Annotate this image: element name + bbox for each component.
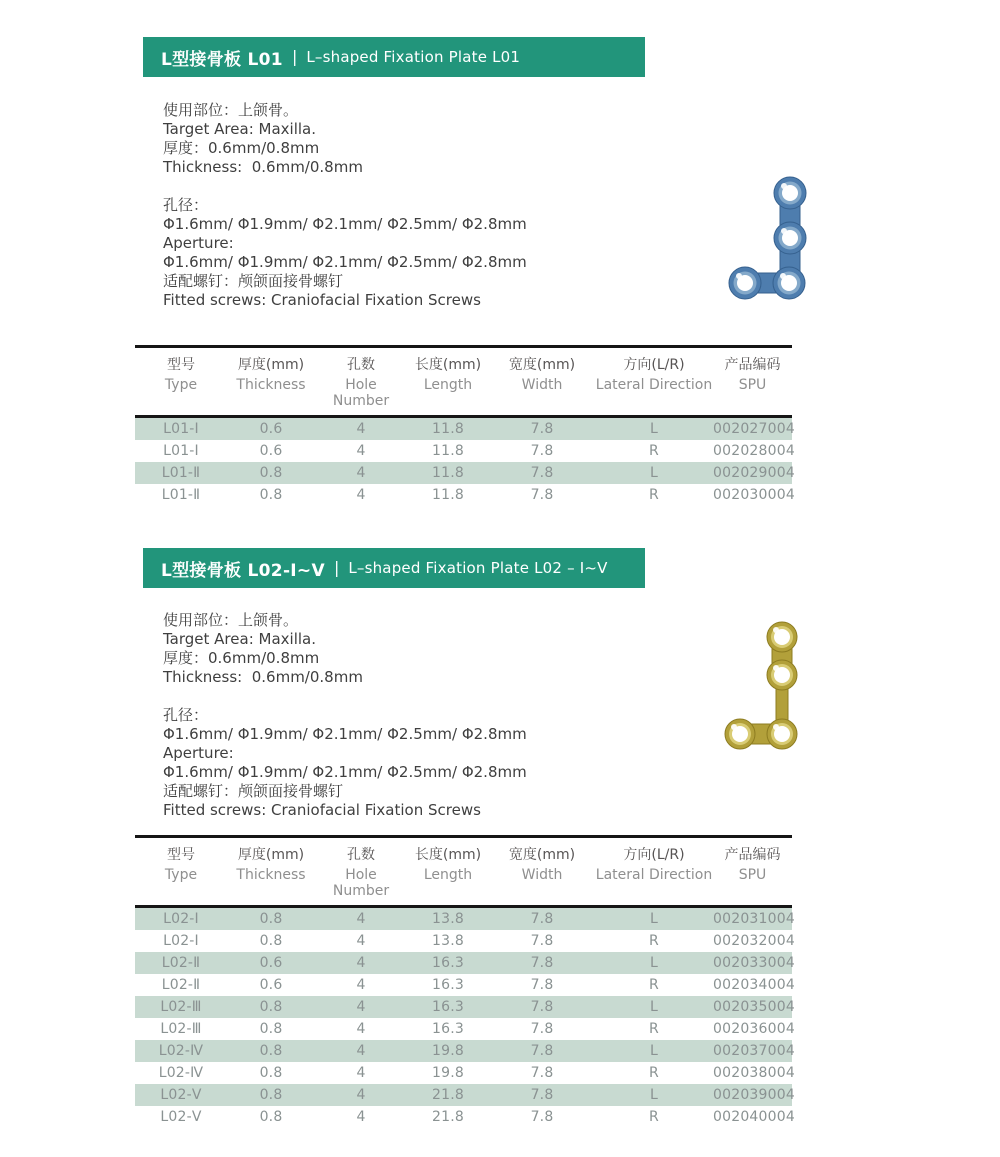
table-cell: L (650, 421, 658, 437)
table-cell: 0.6 (259, 977, 283, 993)
column-header-cn: 方向(L/R) (623, 847, 685, 863)
description-line: Thickness: 0.6mm/0.8mm (163, 158, 363, 176)
table-cell: 4 (356, 1087, 366, 1103)
table-cell: 002039004 (713, 1087, 795, 1103)
column-header-cn: 长度(mm) (414, 357, 482, 373)
table-cell: 11.8 (432, 487, 464, 503)
table-cell: 0.8 (259, 999, 283, 1015)
column-header-en: Type (164, 377, 198, 393)
table-cell: 0.8 (259, 1021, 283, 1037)
table-row (135, 930, 795, 952)
column-header-en: Lateral Direction (595, 377, 713, 393)
table-cell: 002029004 (713, 465, 795, 481)
table-cell: 7.8 (530, 911, 554, 927)
table-cell: 0.8 (259, 487, 283, 503)
table-cell: 002030004 (713, 487, 795, 503)
table-cell: 0.6 (259, 421, 283, 437)
table-cell: R (649, 933, 659, 949)
column-header-en: Hole Number (332, 377, 390, 409)
table-row (135, 908, 795, 930)
table-row (135, 484, 795, 506)
banner-title-en: L–shaped Fixation Plate L02 – Ⅰ~Ⅴ (348, 559, 608, 577)
column-header-en: Width (521, 867, 563, 883)
table-cell: 002027004 (713, 421, 795, 437)
table-body (135, 908, 795, 1128)
table-cell: L (650, 955, 658, 971)
table-cell: 11.8 (432, 421, 464, 437)
table-cell: 002033004 (713, 955, 795, 971)
table-cell: 11.8 (432, 465, 464, 481)
product-description-l01 (163, 101, 527, 310)
banner-title-cn: L型接骨板 L01 (161, 49, 283, 70)
table-cell: 4 (356, 1021, 366, 1037)
table-row (135, 1084, 795, 1106)
banner-separator: | (291, 46, 298, 66)
table-cell: L01-Ⅰ (163, 421, 199, 437)
table-cell: R (649, 487, 659, 503)
table-cell: 7.8 (530, 1109, 554, 1125)
description-line: 厚度：0.6mm/0.8mm (163, 649, 320, 667)
spec-table-l01 (135, 345, 795, 506)
table-cell: L01-Ⅱ (161, 487, 201, 503)
table-cell: 4 (356, 977, 366, 993)
table-cell: 4 (356, 465, 366, 481)
table-cell: 002038004 (713, 1065, 795, 1081)
column-header-en: Lateral Direction (595, 867, 713, 883)
description-line (163, 177, 527, 196)
table-cell: 002031004 (713, 911, 795, 927)
column-header-en: SPU (738, 867, 767, 883)
table-cell: 0.8 (259, 911, 283, 927)
section-banner-l02 (143, 548, 645, 588)
table-row (135, 1106, 795, 1128)
column-header (227, 844, 315, 883)
table-cell: L (650, 1087, 658, 1103)
column-header-cn: 产品编码 (724, 357, 781, 373)
table-cell: R (649, 443, 659, 459)
description-line: Aperture: (163, 744, 234, 762)
table-cell: L02-Ⅰ (163, 933, 199, 949)
column-header-en: Thickness (236, 377, 306, 393)
table-cell: 4 (356, 999, 366, 1015)
table-cell: 4 (356, 1065, 366, 1081)
table-cell: L02-Ⅳ (158, 1043, 204, 1059)
table-row (135, 996, 795, 1018)
table-cell: L (650, 911, 658, 927)
description-line: 适配螺钉：颅颌面接骨螺钉 (163, 272, 344, 290)
table-cell: 16.3 (432, 977, 464, 993)
column-header-en: Width (521, 377, 563, 393)
table-cell: 4 (356, 421, 366, 437)
table-cell: 7.8 (530, 465, 554, 481)
plate-photo-l01-blue (710, 165, 830, 315)
description-line: Target Area: Maxilla. (163, 630, 316, 648)
table-cell: L02-Ⅲ (160, 999, 202, 1015)
table-header (135, 838, 792, 905)
column-header-en: Hole Number (332, 867, 390, 899)
table-cell: 21.8 (432, 1109, 464, 1125)
table-cell: R (649, 1109, 659, 1125)
description-line: Aperture: (163, 234, 234, 252)
table-cell: 002036004 (713, 1021, 795, 1037)
description-line: Fitted screws: Craniofacial Fixation Screws (163, 291, 481, 309)
table-cell: 0.8 (259, 1087, 283, 1103)
table-cell: L (650, 999, 658, 1015)
column-header (227, 354, 315, 393)
table-cell: 16.3 (432, 955, 464, 971)
table-header (135, 348, 792, 415)
column-header-cn: 宽度(mm) (508, 357, 576, 373)
table-cell: 4 (356, 911, 366, 927)
spec-table-l02 (135, 835, 795, 1128)
table-cell: L02-Ⅱ (161, 977, 201, 993)
description-line: 厚度：0.6mm/0.8mm (163, 139, 320, 157)
banner-title-en: L–shaped Fixation Plate L01 (306, 48, 521, 66)
column-header (713, 844, 792, 883)
table-cell: 0.6 (259, 443, 283, 459)
table-cell: 7.8 (530, 999, 554, 1015)
table-cell: 002040004 (713, 1109, 795, 1125)
description-line: Φ1.6mm/ Φ1.9mm/ Φ2.1mm/ Φ2.5mm/ Φ2.8mm (163, 763, 527, 781)
table-cell: L02-Ⅳ (158, 1065, 204, 1081)
column-header-cn: 厚度(mm) (237, 357, 305, 373)
description-line: 适配螺钉：颅颌面接骨螺钉 (163, 782, 344, 800)
column-header (315, 354, 407, 409)
column-header (489, 844, 595, 883)
table-cell: 7.8 (530, 421, 554, 437)
column-header (135, 844, 227, 883)
table-row (135, 462, 795, 484)
plate-photo-l02-gold (707, 611, 827, 776)
table-row (135, 1062, 795, 1084)
table-row (135, 418, 795, 440)
column-header (407, 354, 489, 393)
table-cell: 4 (356, 1043, 366, 1059)
table-cell: R (649, 977, 659, 993)
column-header-cn: 孔数 (347, 847, 375, 863)
table-cell: R (649, 1021, 659, 1037)
description-line: Φ1.6mm/ Φ1.9mm/ Φ2.1mm/ Φ2.5mm/ Φ2.8mm (163, 253, 527, 271)
column-header (315, 844, 407, 899)
column-header (595, 354, 713, 393)
column-header (407, 844, 489, 883)
table-cell: 0.8 (259, 465, 283, 481)
table-cell: 4 (356, 1109, 366, 1125)
description-line: Φ1.6mm/ Φ1.9mm/ Φ2.1mm/ Φ2.5mm/ Φ2.8mm (163, 215, 527, 233)
description-line: Thickness: 0.6mm/0.8mm (163, 668, 363, 686)
table-row (135, 1040, 795, 1062)
column-header-cn: 方向(L/R) (623, 357, 685, 373)
table-cell: 002037004 (713, 1043, 795, 1059)
column-header (595, 844, 713, 883)
description-line: 使用部位：上颌骨。 (163, 101, 299, 119)
table-row (135, 1018, 795, 1040)
table-cell: L02-Ⅱ (161, 955, 201, 971)
table-cell: 4 (356, 487, 366, 503)
table-cell: L02-Ⅴ (160, 1087, 202, 1103)
table-cell: L (650, 465, 658, 481)
table-cell: 4 (356, 933, 366, 949)
column-header (489, 354, 595, 393)
table-cell: 002035004 (713, 999, 795, 1015)
column-header-cn: 型号 (167, 357, 195, 373)
table-cell: 11.8 (432, 443, 464, 459)
section-banner-l01 (143, 37, 645, 77)
table-cell: 002032004 (713, 933, 795, 949)
table-cell: 7.8 (530, 955, 554, 971)
table-cell: 0.6 (259, 955, 283, 971)
description-line: 孔径： (163, 706, 209, 724)
column-header-cn: 长度(mm) (414, 847, 482, 863)
table-cell: 0.8 (259, 1043, 283, 1059)
table-cell: L01-Ⅰ (163, 443, 199, 459)
table-cell: 13.8 (432, 933, 464, 949)
column-header-en: SPU (738, 377, 767, 393)
product-description-l02 (163, 611, 527, 820)
description-line (163, 687, 527, 706)
table-cell: 0.8 (259, 1065, 283, 1081)
table-cell: 16.3 (432, 1021, 464, 1037)
table-cell: 0.8 (259, 933, 283, 949)
table-cell: 7.8 (530, 977, 554, 993)
table-cell: 7.8 (530, 443, 554, 459)
table-cell: 19.8 (432, 1065, 464, 1081)
table-cell: L (650, 1043, 658, 1059)
column-header-cn: 孔数 (347, 357, 375, 373)
table-cell: 21.8 (432, 1087, 464, 1103)
description-line: 使用部位：上颌骨。 (163, 611, 299, 629)
table-cell: L02-Ⅰ (163, 911, 199, 927)
table-row (135, 974, 795, 996)
table-cell: 7.8 (530, 1021, 554, 1037)
description-line: 孔径： (163, 196, 209, 214)
table-row (135, 440, 795, 462)
column-header-en: Length (423, 377, 473, 393)
description-line: Target Area: Maxilla. (163, 120, 316, 138)
column-header-en: Type (164, 867, 198, 883)
table-cell: R (649, 1065, 659, 1081)
column-header-cn: 型号 (167, 847, 195, 863)
banner-title-cn: L型接骨板 L02-Ⅰ~Ⅴ (161, 560, 325, 581)
table-cell: 002028004 (713, 443, 795, 459)
table-cell: 4 (356, 443, 366, 459)
column-header-en: Thickness (236, 867, 306, 883)
table-cell: L02-Ⅴ (160, 1109, 202, 1125)
column-header-cn: 厚度(mm) (237, 847, 305, 863)
description-line: Fitted screws: Craniofacial Fixation Screws (163, 801, 481, 819)
description-line: Φ1.6mm/ Φ1.9mm/ Φ2.1mm/ Φ2.5mm/ Φ2.8mm (163, 725, 527, 743)
column-header (713, 354, 792, 393)
table-cell: L01-Ⅱ (161, 465, 201, 481)
table-cell: 7.8 (530, 933, 554, 949)
table-cell: 7.8 (530, 487, 554, 503)
column-header-cn: 宽度(mm) (508, 847, 576, 863)
table-cell: 16.3 (432, 999, 464, 1015)
table-cell: 13.8 (432, 911, 464, 927)
banner-separator: | (333, 557, 340, 577)
column-header-en: Length (423, 867, 473, 883)
table-cell: 4 (356, 955, 366, 971)
column-header-cn: 产品编码 (724, 847, 781, 863)
table-cell: 0.8 (259, 1109, 283, 1125)
table-cell: 19.8 (432, 1043, 464, 1059)
table-cell: 7.8 (530, 1065, 554, 1081)
table-cell: 002034004 (713, 977, 795, 993)
table-cell: 7.8 (530, 1043, 554, 1059)
column-header (135, 354, 227, 393)
table-cell: 7.8 (530, 1087, 554, 1103)
table-cell: L02-Ⅲ (160, 1021, 202, 1037)
table-body (135, 418, 795, 506)
table-row (135, 952, 795, 974)
